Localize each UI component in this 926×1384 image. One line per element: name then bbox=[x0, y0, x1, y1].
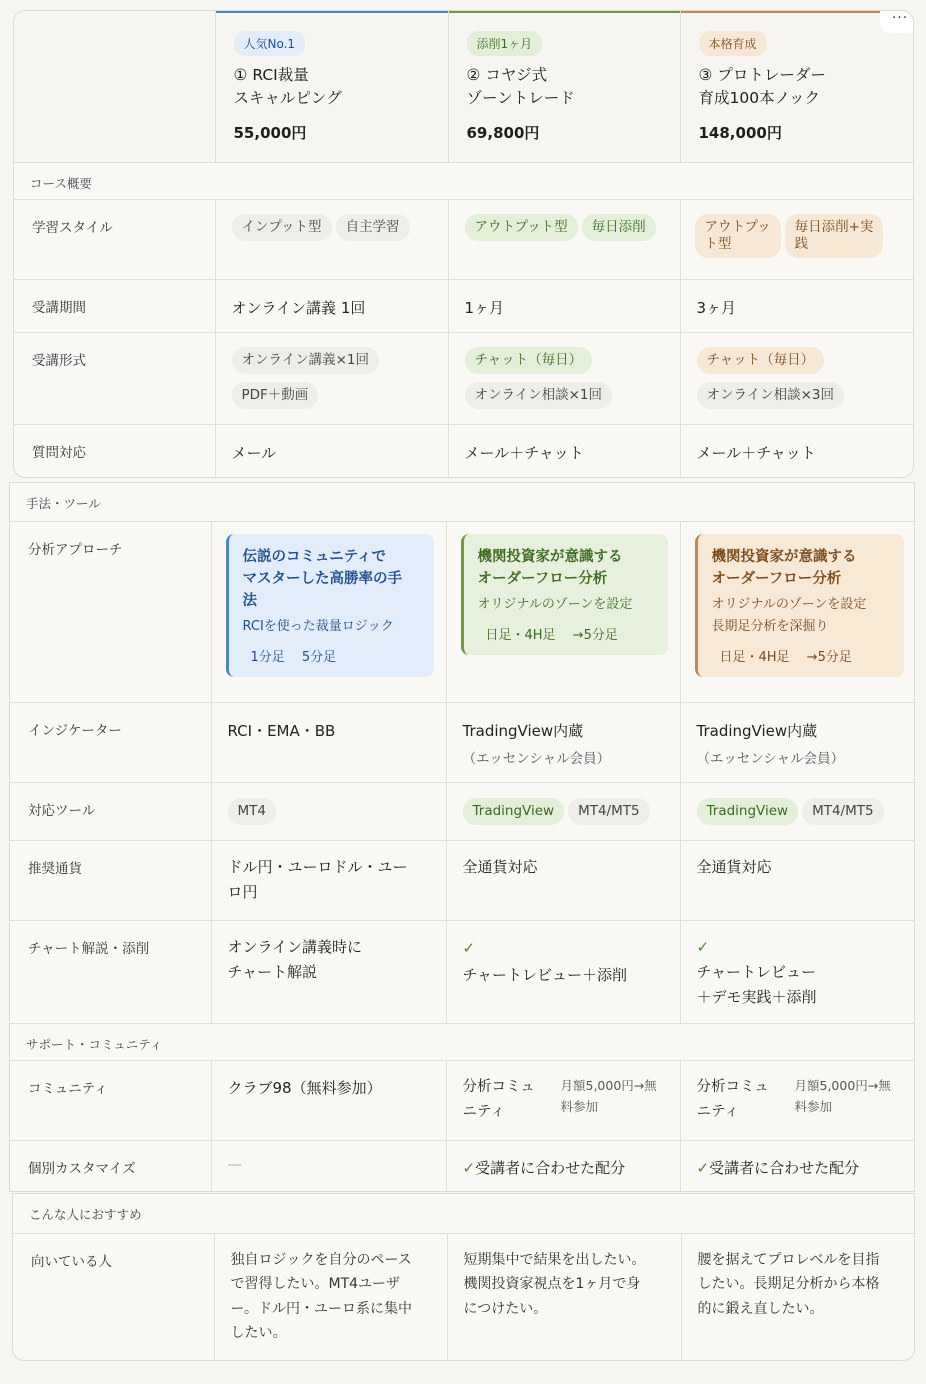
check-icon: ✓ bbox=[696, 1158, 710, 1177]
course-badge: 本格育成 bbox=[699, 31, 767, 56]
approach-cell-2 bbox=[446, 521, 680, 702]
comparison-table-recommend bbox=[12, 1193, 915, 1361]
indicator-cell-3: TradingView内蔵 （エッセンシャル会員） bbox=[680, 702, 915, 782]
chart-review-cell-3: ✓ チャートレビュー ＋デモ実践＋添削 bbox=[680, 920, 915, 1023]
accent-bar bbox=[449, 11, 680, 13]
check-icon: ✓ bbox=[462, 1158, 476, 1177]
target-cell-1: 独自ロジックを自分のペース で習得したい。MT4ユーザ ー。ドル円・ユーロ系に集中 したい。 bbox=[214, 1233, 447, 1361]
row-label-style: 学習スタイル bbox=[14, 199, 215, 279]
course-title: ① RCI裁量 スキャルピング bbox=[233, 66, 342, 107]
course-badge: 添削1ヶ月 bbox=[467, 31, 543, 56]
comparison-table-overview bbox=[13, 10, 914, 478]
custom-cell-1: — bbox=[211, 1140, 446, 1192]
row-label-custom: 個別カスタマイズ bbox=[10, 1140, 211, 1192]
custom-cell-2: ✓受講者に合わせた配分 bbox=[446, 1140, 680, 1192]
approach-cell-1 bbox=[211, 521, 446, 702]
style-cell-2: アウトプット型 毎日添削 bbox=[448, 199, 680, 279]
approach-card: 機関投資家が意識する オーダーフロー分析 オリジナルのゾーンを設定 長期足分析を深掘り 日足・4H足 →5分足 bbox=[695, 534, 905, 677]
row-label-qa: 質問対応 bbox=[14, 424, 215, 478]
community-cell-1: クラブ98（無料参加） bbox=[211, 1060, 446, 1140]
period-cell-1: オンライン講義 1回 bbox=[215, 279, 448, 332]
community-cell-3: 分析コミュ ニティ 月額5,000円→無 料参加 bbox=[680, 1060, 915, 1140]
format-cell-1: オンライン講義×1回 PDF＋動画 bbox=[215, 332, 448, 424]
row-label-format: 受講形式 bbox=[14, 332, 215, 424]
row-label-chart-review: チャート解説・添削 bbox=[10, 920, 211, 1023]
course-badge: 人気No.1 bbox=[234, 31, 306, 56]
approach-card: 機関投資家が意識する オーダーフロー分析 オリジナルのゾーンを設定 日足・4H足 →5分足 bbox=[461, 534, 668, 655]
chart-review-cell-1: オンライン講義時に チャート解説 bbox=[211, 920, 446, 1023]
section-heading-support: サポート・コミュニティ bbox=[10, 1023, 915, 1060]
row-label-currency: 推奨通貨 bbox=[10, 840, 211, 920]
course-header-3 bbox=[680, 11, 913, 162]
row-label-indicator: インジケーター bbox=[10, 702, 211, 782]
approach-card: 伝説のコミュニティで マスターした高勝率の手 法 RCIを使った裁量ロジック 1分足 5分足 bbox=[226, 534, 434, 677]
comparison-table-tools bbox=[9, 482, 915, 1192]
approach-cell-3 bbox=[680, 521, 915, 702]
qa-cell-2: メール＋チャット bbox=[448, 424, 680, 478]
header-empty-cell bbox=[14, 11, 215, 162]
course-header-1 bbox=[215, 11, 448, 162]
check-icon: ✓ bbox=[462, 938, 476, 957]
course-price: 69,800円 bbox=[466, 124, 540, 142]
indicator-cell-2: TradingView内蔵 （エッセンシャル会員） bbox=[446, 702, 680, 782]
course-header-2 bbox=[448, 11, 680, 162]
currency-cell-3: 全通貨対応 bbox=[680, 840, 915, 920]
qa-cell-3: メール＋チャット bbox=[680, 424, 913, 478]
currency-cell-2: 全通貨対応 bbox=[446, 840, 680, 920]
tool-cell-2: TradingView MT4/MT5 bbox=[446, 782, 680, 840]
style-cell-3: アウトプッ ト型毎日添削+実 践 bbox=[680, 199, 913, 279]
more-options-button[interactable]: ··· bbox=[880, 11, 914, 33]
period-cell-3: 3ヶ月 bbox=[680, 279, 913, 332]
currency-cell-1: ドル円・ユーロドル・ユー ロ円 bbox=[211, 840, 446, 920]
course-title: ② コヤジ式 ゾーントレード bbox=[466, 66, 575, 107]
qa-cell-1: メール bbox=[215, 424, 448, 478]
accent-bar bbox=[681, 11, 914, 13]
format-cell-2: チャット（毎日） オンライン相談×1回 bbox=[448, 332, 680, 424]
target-cell-2: 短期集中で結果を出したい。 機関投資家視点を1ヶ月で身 につけたい。 bbox=[447, 1233, 681, 1361]
format-cell-3: チャット（毎日） オンライン相談×3回 bbox=[680, 332, 913, 424]
chart-review-cell-2: ✓ チャートレビュー＋添削 bbox=[446, 920, 680, 1023]
check-icon: ✓ bbox=[696, 937, 710, 956]
course-price: 55,000円 bbox=[233, 124, 307, 142]
section-heading-tools: 手法・ツール bbox=[10, 483, 915, 521]
target-cell-3: 腰を据えてプロレベルを目指 したい。長期足分析から本格 的に鍛え直したい。 bbox=[681, 1233, 915, 1361]
row-label-community: コミュニティ bbox=[10, 1060, 211, 1140]
course-price: 148,000円 bbox=[698, 124, 782, 142]
tool-cell-1: MT4 bbox=[211, 782, 446, 840]
row-label-period: 受講期間 bbox=[14, 279, 215, 332]
accent-bar bbox=[216, 11, 448, 13]
period-cell-2: 1ヶ月 bbox=[448, 279, 680, 332]
section-heading-overview: コース概要 bbox=[14, 162, 913, 199]
course-title: ③ プロトレーダー 育成100本ノック bbox=[698, 66, 826, 107]
indicator-cell-1: RCI・EMA・BB bbox=[211, 702, 446, 782]
tool-cell-3: TradingView MT4/MT5 bbox=[680, 782, 915, 840]
section-heading-recommend: こんな人におすすめ bbox=[13, 1194, 915, 1233]
row-label-approach: 分析アプローチ bbox=[10, 521, 211, 702]
community-cell-2: 分析コミュ ニティ 月額5,000円→無 料参加 bbox=[446, 1060, 680, 1140]
style-cell-1: インプット型 自主学習 bbox=[215, 199, 448, 279]
row-label-target: 向いている人 bbox=[13, 1233, 214, 1361]
custom-cell-3: ✓受講者に合わせた配分 bbox=[680, 1140, 915, 1192]
row-label-tool: 対応ツール bbox=[10, 782, 211, 840]
